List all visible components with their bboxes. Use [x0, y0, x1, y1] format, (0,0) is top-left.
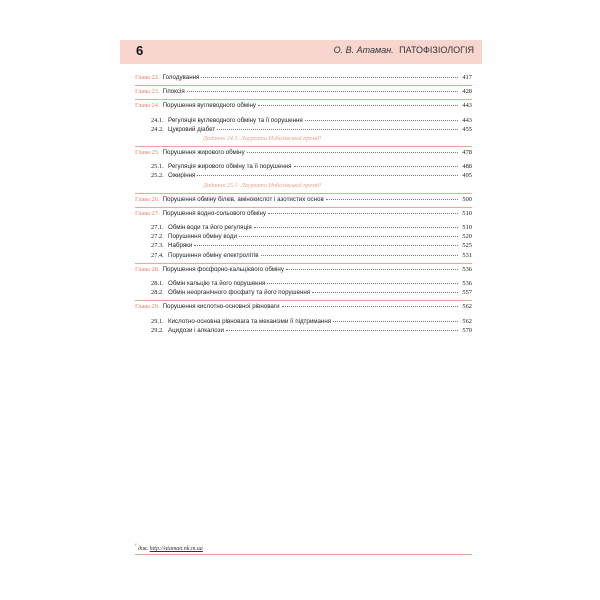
toc-supplement[interactable]: Доданок 24.1. Лауреати Нобелівської премії¹	[203, 135, 322, 143]
dot-leader	[305, 119, 458, 121]
chapter-label: Глава 27.	[135, 209, 160, 217]
dot-leader	[326, 198, 458, 200]
toc-chapter	[135, 85, 472, 96]
section-title: Набряки	[168, 242, 193, 250]
table-of-contents	[135, 72, 472, 338]
section-title: Кислотно-основна рівновага та механізми її підтримання	[168, 317, 332, 325]
section-number: 27.3.	[151, 242, 164, 250]
section-number: 29.1.	[151, 317, 164, 325]
chapter-page: 510	[462, 209, 472, 217]
footnote-link[interactable]: http://ataman.nk.m.ua	[149, 546, 203, 552]
toc-section-entry[interactable]	[135, 279, 472, 288]
toc-chapter-entry[interactable]	[135, 101, 472, 110]
toc-chapter-entry[interactable]	[135, 195, 472, 204]
dot-leader	[247, 151, 458, 153]
section-number: 28.1.	[151, 280, 164, 288]
section-page: 570	[462, 326, 472, 334]
toc-section-entry[interactable]	[135, 171, 472, 180]
chapter-title: Порушення обміну білків, амінокислот і азотистих основ	[162, 195, 324, 203]
dot-leader	[282, 305, 458, 307]
section-page: 520	[462, 233, 472, 241]
footnote-marker: ¹	[135, 544, 137, 549]
chapter-title: Порушення вуглеводного обміну	[162, 102, 256, 110]
section-title: Регуляція вуглеводного обміну та її порушення	[168, 116, 303, 124]
dot-leader	[187, 90, 458, 92]
section-number: 27.1.	[151, 224, 164, 232]
chapter-label: Глава 26.	[135, 195, 160, 203]
chapter-label: Глава 29.	[135, 303, 160, 311]
chapter-title: Гіпоксія	[162, 88, 185, 96]
chapter-page: 428	[462, 88, 472, 96]
dot-leader	[217, 128, 458, 130]
section-title: Ацидози і алкалози	[168, 326, 224, 334]
toc-section-entry[interactable]	[135, 251, 472, 260]
toc-chapter-entry[interactable]	[135, 302, 472, 311]
toc-section-entry[interactable]	[135, 241, 472, 250]
section-title: Ожиріння	[168, 172, 196, 180]
toc-section-entry[interactable]	[135, 232, 472, 241]
toc-chapter-entry[interactable]	[135, 87, 472, 96]
page-number: 6	[136, 43, 144, 58]
chapter-title: Порушення фосфорно-кальцієвого обміну	[162, 265, 284, 273]
toc-chapter-entry[interactable]	[135, 73, 472, 82]
chapter-title: Порушення водно-сольового обміну	[162, 209, 266, 217]
dot-leader	[294, 165, 458, 167]
section-page: 495	[462, 172, 472, 180]
toc-section-entry[interactable]	[135, 326, 472, 335]
chapter-title: Голодування	[162, 74, 200, 81]
section-title: Обмін води та його регуляція	[168, 224, 252, 232]
section-number: 25.1.	[151, 163, 164, 171]
section-page: 531	[462, 251, 472, 259]
toc-supplement[interactable]: Доданок 25.1. Лауреати Нобелівської премії¹	[203, 181, 322, 189]
toc-section-entry[interactable]	[135, 125, 472, 134]
dot-leader	[226, 329, 458, 331]
footnote	[135, 544, 203, 552]
toc-section-entry[interactable]	[135, 116, 472, 125]
chapter-page: 443	[462, 102, 472, 110]
section-number: 29.2.	[151, 326, 164, 334]
dot-leader	[333, 320, 458, 322]
footnote-divider	[135, 554, 472, 555]
chapter-page: 536	[462, 265, 472, 273]
toc-chapter-entry[interactable]	[135, 209, 472, 218]
section-number: 25.2.	[151, 172, 164, 180]
dot-leader	[261, 254, 459, 256]
chapter-page: 478	[462, 149, 472, 157]
toc-chapter-entry[interactable]	[135, 148, 472, 157]
section-number: 27.2.	[151, 233, 164, 241]
footnote-prefix: див.	[138, 546, 149, 552]
dot-leader	[258, 104, 458, 106]
chapter-label: Глава 23.	[135, 88, 160, 96]
section-title: Обмін неорганічного фосфату та його порушення	[168, 289, 311, 297]
chapter-label: Глава 24.	[135, 102, 160, 110]
section-title: Цукровий діабет	[168, 125, 216, 133]
dot-leader	[201, 76, 458, 78]
chapter-title: Порушення кислотно-основної рівноваги	[162, 303, 280, 311]
toc-section-entry[interactable]	[135, 223, 472, 232]
section-page: 525	[462, 242, 472, 250]
dot-leader	[194, 244, 458, 246]
toc-chapter	[135, 207, 472, 260]
section-title: Порушення обміну електролітів	[168, 251, 259, 259]
toc-chapter	[135, 300, 472, 335]
section-page: 488	[462, 163, 472, 171]
section-number: 27.4.	[151, 251, 164, 259]
book-title: ПАТОФІЗІОЛОГІЯ	[399, 45, 474, 55]
chapter-page: 417	[462, 74, 472, 81]
section-number: 24.2.	[151, 125, 164, 133]
section-page: 562	[462, 317, 472, 325]
section-number: 28.2.	[151, 289, 164, 297]
toc-chapter	[135, 193, 472, 204]
dot-leader	[312, 291, 458, 293]
chapter-label: Глава 25.	[135, 149, 160, 157]
dot-leader	[254, 226, 458, 228]
section-page: 443	[462, 116, 472, 124]
section-title: Порушення обміну води	[168, 233, 237, 241]
toc-chapter	[135, 263, 472, 298]
dot-leader	[239, 235, 458, 237]
chapter-label: Глава 28.	[135, 265, 160, 273]
dot-leader	[267, 282, 458, 284]
section-title: Обмін кальцію та його порушення	[168, 280, 266, 288]
section-page: 557	[462, 289, 472, 297]
toc-section-entry[interactable]	[135, 162, 472, 171]
toc-chapter	[135, 72, 472, 82]
dot-leader	[268, 212, 458, 214]
section-title: Регуляція жирового обміну та її порушення	[168, 163, 292, 171]
section-number: 24.1.	[151, 116, 164, 124]
toc-chapter	[135, 99, 472, 143]
toc-chapter	[135, 146, 472, 190]
chapter-label: Глава 22.	[135, 74, 160, 81]
dot-leader	[286, 268, 458, 270]
section-page: 455	[462, 125, 472, 133]
section-page: 536	[462, 280, 472, 288]
chapter-page: 562	[462, 303, 472, 311]
chapter-title: Порушення жирового обміну	[162, 149, 245, 157]
dot-leader	[197, 174, 458, 176]
section-page: 510	[462, 224, 472, 232]
toc-chapter-entry[interactable]	[135, 265, 472, 274]
running-head	[334, 45, 474, 55]
author-name: О. В. Атаман.	[333, 45, 394, 55]
toc-section-entry[interactable]	[135, 317, 472, 326]
chapter-page: 500	[462, 195, 472, 203]
toc-section-entry[interactable]	[135, 288, 472, 297]
